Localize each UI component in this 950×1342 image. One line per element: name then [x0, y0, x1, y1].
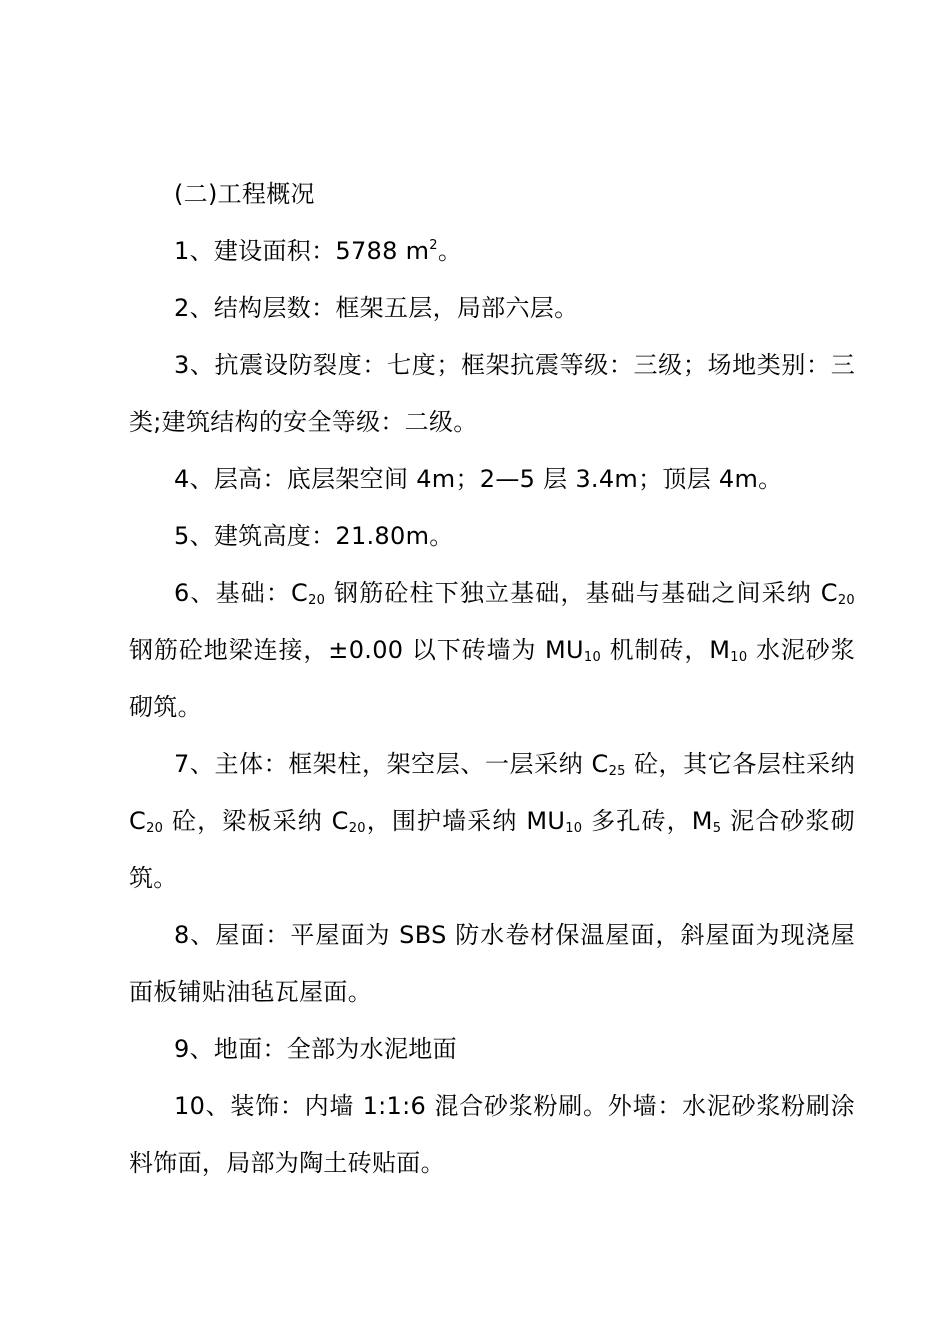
paragraph-5: [129, 508, 855, 565]
paragraph-7: [129, 736, 855, 907]
paragraph-text: ，围护墙采纳 MU: [365, 807, 566, 835]
paragraph-3: [129, 337, 855, 451]
subscript-text: 10: [730, 650, 748, 665]
subscript-text: 20: [308, 593, 326, 608]
subscript-text: 20: [146, 821, 164, 836]
supscript-text: 2: [429, 238, 438, 253]
paragraph-8: [129, 907, 855, 1021]
subscript-text: 10: [565, 821, 583, 836]
paragraph-text: 钢筋砼柱下独立基础，基础与基础之间采纳 C: [325, 579, 838, 607]
paragraph-text: 砼，其它各层柱采纳 C: [129, 750, 855, 835]
paragraph-text: 9、地面：全部为水泥地面: [174, 1035, 457, 1063]
subscript-text: 20: [837, 593, 855, 608]
paragraph-6: [129, 565, 855, 736]
document-body: [129, 166, 855, 1192]
paragraph-1: [129, 223, 855, 280]
paragraph-text: 3、抗震设防裂度：七度；框架抗震等级：三级；场地类别：三类;建筑结构的安全等级：二级。: [129, 351, 855, 436]
subscript-text: 10: [583, 650, 602, 665]
paragraph-text: 5、建筑高度：21.80m。: [174, 522, 454, 550]
paragraph-text: 2、结构层数：框架五层，局部六层。: [174, 294, 579, 322]
paragraph-text: 钢筋砼地梁连接，±0.00 以下砖墙为 MU: [129, 636, 584, 664]
paragraph-text: 水泥砂浆砌筑。: [129, 636, 855, 721]
paragraph-text: 4、层高：底层架空间 4m；2—5 层 3.4m；顶层 4m。: [174, 465, 783, 493]
paragraph-9: [129, 1021, 855, 1078]
paragraph-text: 7、主体：框架柱，架空层、一层采纳 C: [174, 750, 609, 778]
paragraph-2: [129, 280, 855, 337]
paragraph-text: 机制砖，M: [601, 636, 731, 664]
paragraph-text: 多孔砖，M: [582, 807, 713, 835]
paragraph-0: [129, 166, 855, 223]
paragraph-text: 1、建设面积：5788 m: [174, 237, 430, 265]
subscript-text: 5: [712, 821, 722, 836]
paragraph-text: (二)工程概况: [174, 180, 315, 208]
paragraph-text: 砼，梁板采纳 C: [163, 807, 349, 835]
paragraph-4: [129, 451, 855, 508]
paragraph-text: 10、装饰：内墙 1:1:6 混合砂浆粉刷。外墙：水泥砂浆粉刷涂料饰面，局部为陶土砖贴面。: [129, 1092, 855, 1177]
subscript-text: 25: [608, 764, 626, 779]
paragraph-text: 。: [437, 237, 463, 265]
subscript-text: 20: [348, 821, 366, 836]
paragraph-text: 6、基础：C: [174, 579, 309, 607]
paragraph-10: [129, 1078, 855, 1192]
paragraph-text: 8、屋面：平屋面为 SBS 防水卷材保温屋面，斜屋面为现浇屋面板铺贴油毡瓦屋面。: [129, 921, 855, 1006]
paragraph-text: 泥合砂浆砌筑。: [129, 807, 856, 892]
